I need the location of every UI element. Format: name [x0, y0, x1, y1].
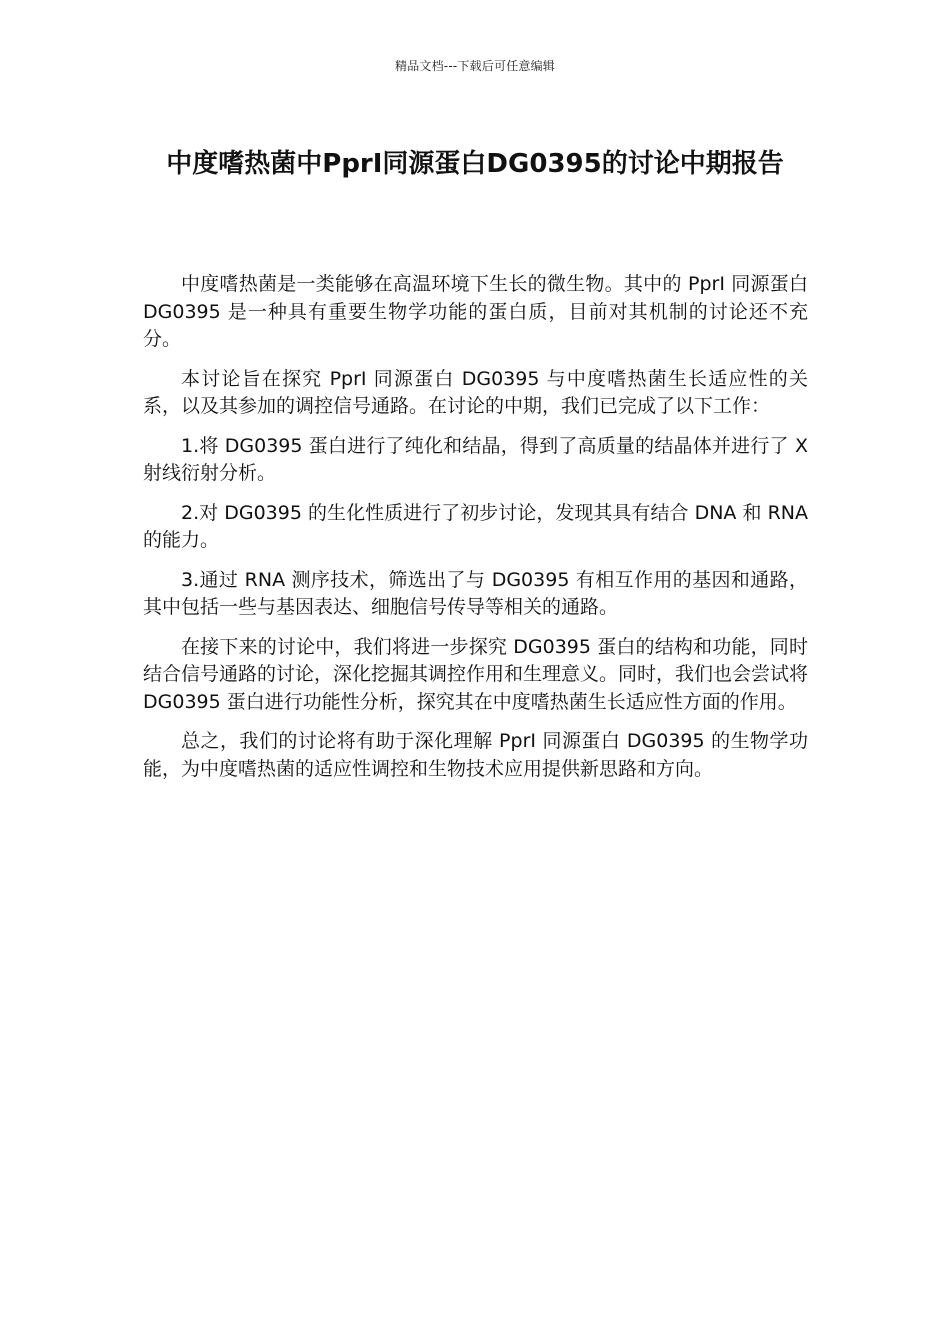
- paragraph-work-item-1: 1.将 DG0395 蛋白进行了纯化和结晶，得到了高质量的结晶体并进行了 X 射线衍射分析。: [143, 434, 808, 484]
- page-header: 精品文档---下载后可任意编辑: [395, 59, 555, 73]
- paragraph-work-item-2: 2.对 DG0395 的生化性质进行了初步讨论，发现其具有结合 DNA 和 RNA 的能力。: [143, 501, 808, 551]
- document-title: 中度嗜热菌中PprI同源蛋白DG0395的讨论中期报告: [166, 149, 784, 179]
- paragraph-aim: 本讨论旨在探究 PprI 同源蛋白 DG0395 与中度嗜热菌生长适应性的关系，以及其参加的调控信号通路。在讨论的中期，我们已完成了以下工作：: [143, 367, 808, 417]
- paragraph-intro: 中度嗜热菌是一类能够在高温环境下生长的微生物。其中的 PprI 同源蛋白 DG0395 是一种具有重要生物学功能的蛋白质，目前对其机制的讨论还不充分。: [143, 273, 808, 350]
- document-body: [143, 271, 808, 795]
- paragraph-work-item-3: 3.通过 RNA 测序技术，筛选出了与 DG0395 有相互作用的基因和通路，其中包括一些与基因表达、细胞信号传导等相关的通路。: [143, 568, 808, 618]
- paragraph-conclusion: 总之，我们的讨论将有助于深化理解 PprI 同源蛋白 DG0395 的生物学功能，为中度嗜热菌的适应性调控和生物技术应用提供新思路和方向。: [143, 730, 808, 780]
- paragraph-next-steps: 在接下来的讨论中，我们将进一步探究 DG0395 蛋白的结构和功能，同时结合信号通路的讨论，深化挖掘其调控作用和生理意义。同时，我们也会尝试将 DG0395 蛋白进行功能性分析，探究其在中度嗜热菌生长适应性方面的作用。: [143, 635, 809, 713]
